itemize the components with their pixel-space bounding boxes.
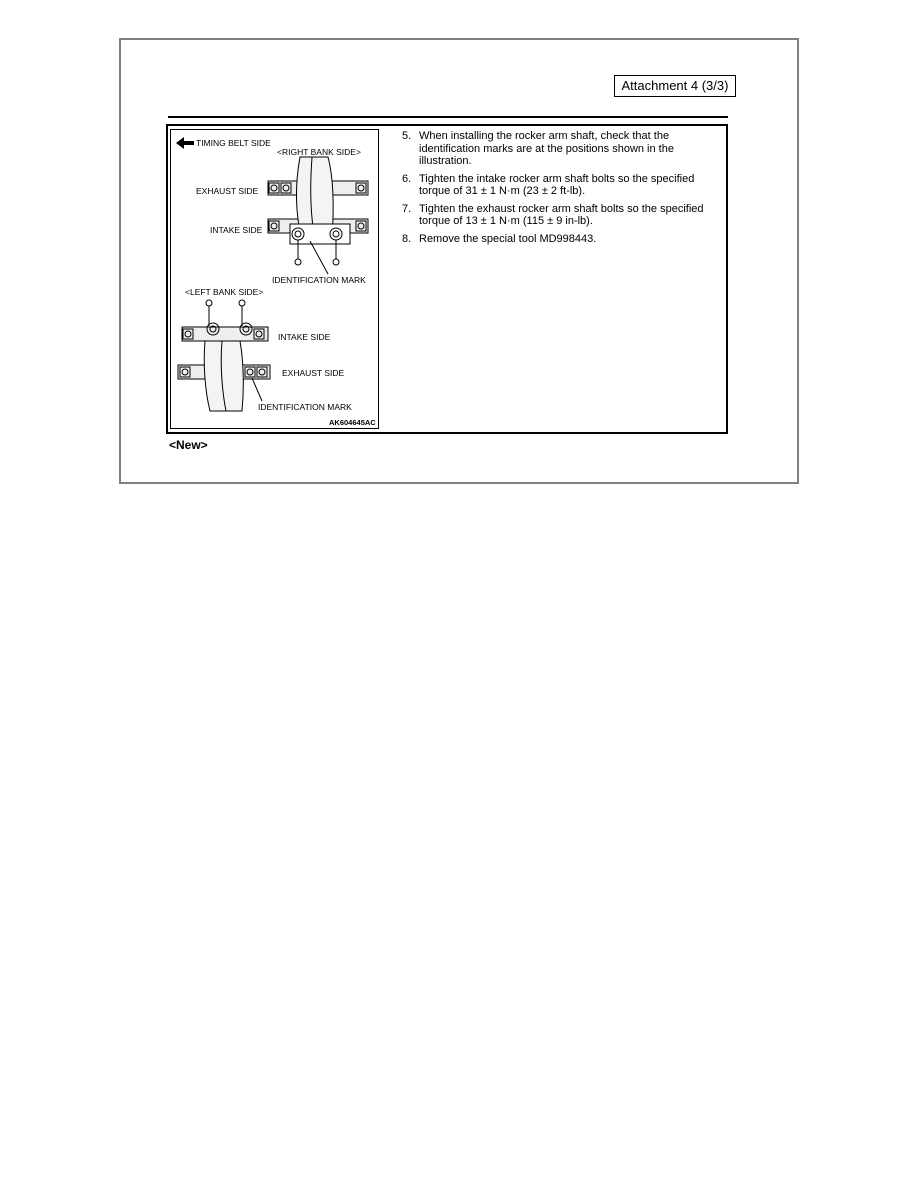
step-number: 8.: [402, 232, 412, 245]
new-label: <New>: [169, 438, 208, 452]
timing-belt-label: TIMING BELT SIDE: [196, 138, 271, 148]
id-mark-left-label: IDENTIFICATION MARK: [258, 402, 352, 412]
step-item: [402, 173, 724, 198]
procedure-steps: [402, 130, 724, 250]
step-item: [402, 130, 724, 168]
step-item: [402, 233, 724, 246]
step-number: 5.: [402, 130, 412, 142]
step-number: 6.: [402, 172, 412, 185]
step-text: When installing the rocker arm shaft, check that the identification marks are at the positions shown in the illustration.: [419, 130, 674, 167]
step-text: Tighten the exhaust rocker arm shaft bolts so the specified torque of 13 ± 1 N·m (115 ± 9 in-lb).: [419, 202, 704, 227]
left-bank-label: <LEFT BANK SIDE>: [185, 287, 264, 297]
intake-side-left-label: INTAKE SIDE: [278, 332, 331, 342]
attachment-label: Attachment 4 (3/3): [614, 75, 736, 97]
exhaust-side-right-label: EXHAUST SIDE: [196, 186, 259, 196]
step-text: Remove the special tool MD998443.: [419, 232, 597, 245]
step-item: [402, 203, 724, 228]
step-text: Tighten the intake rocker arm shaft bolts so the specified torque of 31 ± 1 N·m (23 ± 2 ft-lb).: [419, 172, 695, 197]
id-mark-right-label: IDENTIFICATION MARK: [272, 275, 366, 285]
exhaust-side-left-label: EXHAUST SIDE: [282, 368, 345, 378]
intake-side-right-label: INTAKE SIDE: [210, 225, 263, 235]
figure-code: AK604645AC: [329, 418, 376, 427]
right-bank-label: <RIGHT BANK SIDE>: [277, 147, 361, 157]
step-number: 7.: [402, 202, 412, 215]
header-rule: [168, 116, 728, 118]
